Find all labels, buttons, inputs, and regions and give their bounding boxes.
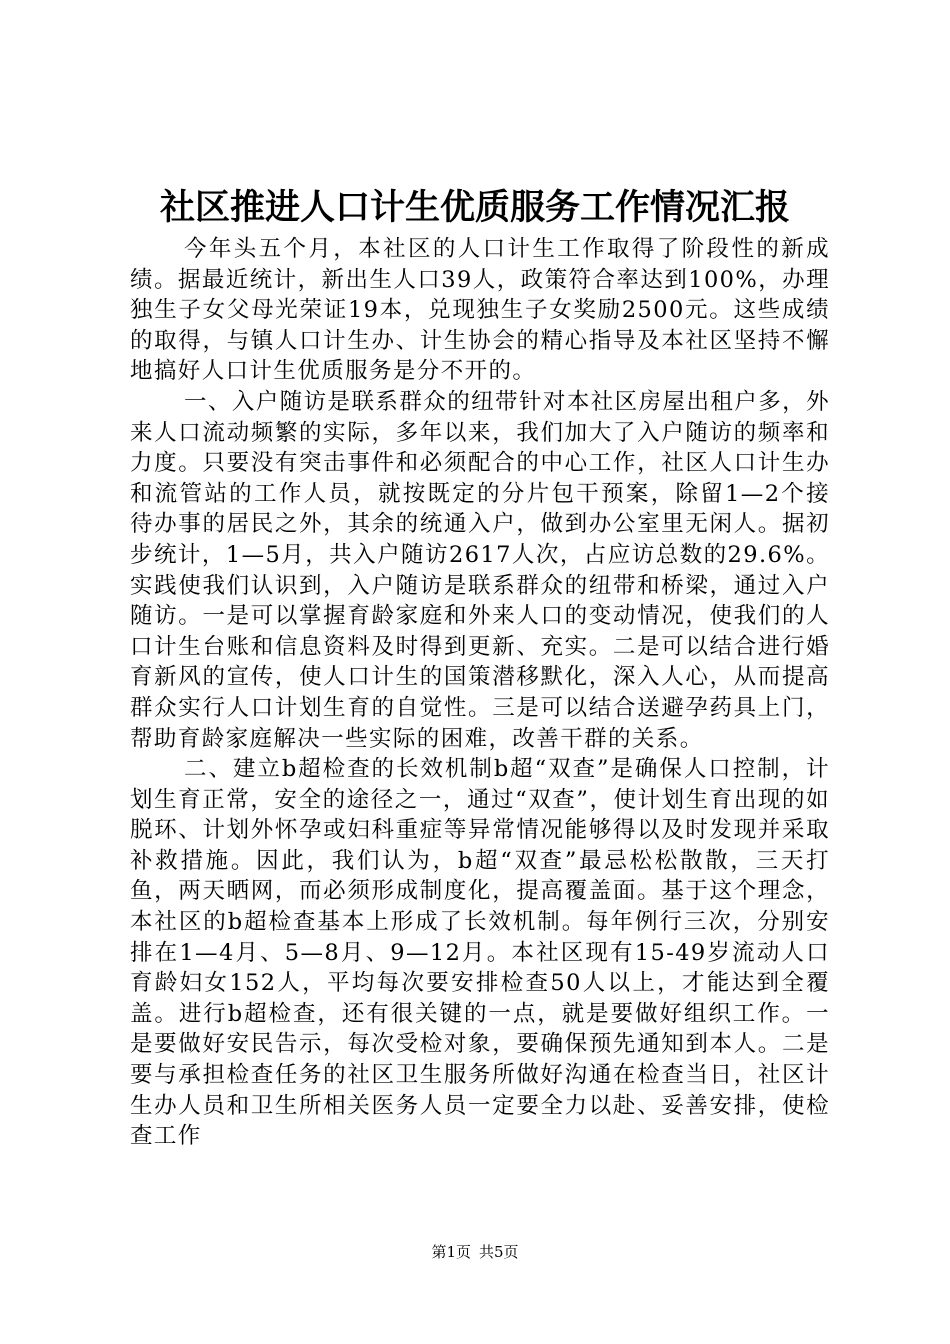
paragraph-section-1: 一、入户随访是联系群众的纽带针对本社区房屋出租户多，外来人口流动频繁的实际，多年以来，我们加大了入户随访的频率和力度。只要没有突击事件和必须配合的中心工作，社区人口计生办和流管站的工作人员，就按既定的分片包干预案，除留1—2个接待办事的居民之外，其余的统通入户，做到办公室里无闲人。据初步统计，1—5月，共入户随访2617人次，占应访总数的29.6%。实践使我们认识到，入户随访是联系群众的纽带和桥梁，通过入户随访。一是可以掌握育龄家庭和外来人口的变动情况，使我们的人口计生台账和信息资料及时得到更新、充实。二是可以结合进行婚育新风的宣传，使人口计生的国策潜移默化，深入人心，从而提高群众实行人口计划生育的自觉性。三是可以结合送避孕药具上门，帮助育龄家庭解决一些实际的困难，改善干群的关系。 <box>130 388 830 752</box>
page-footer <box>0 1242 950 1262</box>
document-title: 社区推进人口计生优质服务工作情况汇报 <box>159 188 790 228</box>
page-total: 共5页 <box>479 1243 519 1261</box>
paragraph-intro: 今年头五个月，本社区的人口计生工作取得了阶段性的新成绩。据最近统计，新出生人口39人，政策符合率达到100%，办理独生子女父母光荣证19本，兑现独生子女奖励2500元。这些成绩的取得，与镇人口计生办、计生协会的精心指导及本社区坚持不懈地搞好人口计生优质服务是分不开的。 <box>130 236 830 385</box>
document-body <box>130 234 830 1152</box>
page-number: 第1页 <box>431 1243 471 1261</box>
paragraph-section-2: 二、建立b超检查的长效机制b超“双查”是确保人口控制，计划生育正常，安全的途径之一，通过“双查”，使计划生育出现的如脱环、计划外怀孕或妇科重症等异常情况能够得以及时发现并采取补救措施。因此，我们认为，b超“双查”最忌松松散散，三天打鱼，两天晒网，而必须形成制度化，提高覆盖面。基于这个理念，本社区的b超检查基本上形成了长效机制。每年例行三次，分别安排在1—4月、5—8月、9—12月。本社区现有15-49岁流动人口育龄妇女152人，平均每次要安排检查50人以上，才能达到全覆盖。进行b超检查，还有很关键的一点，就是要做好组织工作。一是要做好安民告示，每次受检对象，要确保预先通知到本人。二是要与承担检查任务的社区卫生服务所做好沟通在检查当日，社区计生办人员和卫生所相关医务人员一定要全力以赴、妥善安排，使检查工作 <box>130 756 830 1150</box>
